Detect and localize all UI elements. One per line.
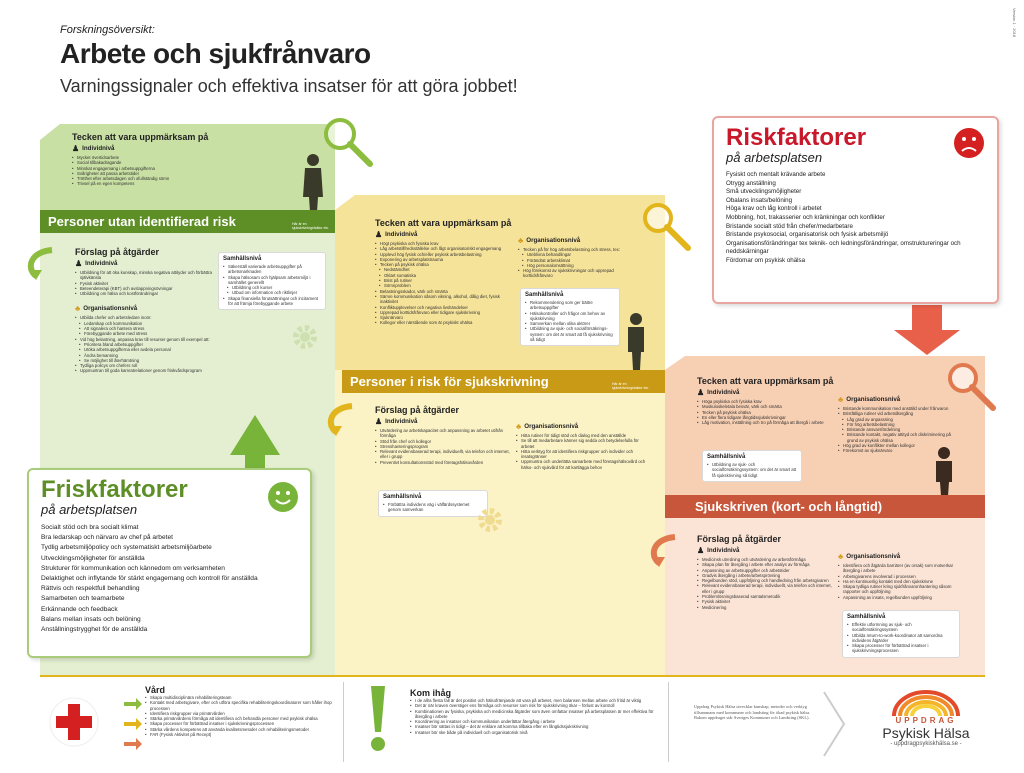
vard-title: Vård: [145, 685, 166, 695]
sec3-band-label: Sjukskriven (kort- och långtid): [695, 499, 883, 514]
magnifier-icon: [320, 114, 375, 169]
list-item: • Fysisk aktivitet: [75, 281, 215, 286]
sec1-soc-box: [218, 252, 326, 310]
list-item: Otrygg anställning: [726, 179, 776, 187]
list-item: • Att signalera och hantera stress: [79, 326, 215, 331]
sec2-actions-org-level: [516, 422, 646, 431]
list-item: Anställningstrygghet för de anställda: [41, 626, 148, 634]
person-silhouette-icon: [622, 312, 650, 372]
list-item: • Se till att medarbetare känner sig sedda och betydelsefulla för arbetet: [516, 438, 646, 449]
list-item: Höga krav och låg kontroll i arbetet: [726, 205, 822, 213]
list-item: • Konfliktupplevelser och negativa livshändelser: [375, 305, 515, 310]
sec1-actions: [75, 247, 215, 374]
sec3-ind-label: Individnivå: [707, 389, 740, 396]
magnifier-icon: [640, 200, 695, 255]
sec3-actions: [697, 534, 837, 610]
list-item: Små utvecklingsmöjligheter: [726, 188, 802, 196]
list-item: • Höga psykiska och fysiska krav: [697, 399, 837, 404]
list-item: • Hitta verktyg för att identifiera riskgrupper och individer och insatsgränser: [516, 449, 646, 460]
sec3-org-actions-list: [838, 563, 963, 600]
list-item: Rättvis och respektfull behandling: [41, 585, 140, 593]
list-item: • Förändrat arbetsklimat: [522, 258, 636, 263]
list-item: • Identifiera riskgrupper via primärvården: [145, 711, 337, 716]
risk-arrow: [894, 305, 960, 355]
sec2-soc2-list: [383, 502, 483, 513]
risk-subtitle: på arbetsplatsen: [726, 150, 823, 165]
group-icon: ♣: [75, 304, 81, 314]
komihag-title: Kom ihåg: [410, 688, 452, 698]
sec3-soc-actions-list: [847, 622, 955, 654]
person-icon: ♟: [375, 230, 383, 239]
sec3-soc-box: [702, 450, 802, 482]
list-item: • Tecken på psykisk ohälsa: [375, 262, 515, 267]
list-item: • Gradvis återgång i arbete/arbetsprövning: [697, 573, 837, 578]
list-item: • Bristfälliga rutiner vid arbetsåtergång: [838, 411, 956, 416]
list-item: • Anpassning av arbetsuppgifter och arbetstider: [697, 568, 837, 573]
list-item: • Hälsokontroller och frågor om behov av sjukskrivning: [525, 311, 615, 322]
list-item: Utvecklingsmöjligheter för anställda: [41, 554, 145, 562]
risk-list: [726, 171, 985, 266]
sec1-ind-actions-list: [75, 270, 215, 296]
sec2-soc-label: Samhällsnivå: [525, 292, 564, 298]
list-item: • Medicinering: [697, 605, 837, 610]
sec2-org-actions-list: [516, 433, 646, 470]
sec2-org-label: Organisationsnivå: [526, 237, 581, 244]
list-item: • Uppmuntra och underlätta samarbete med företagshälsovård och hälso- och sjukvård för att kartlägga behov: [516, 459, 646, 470]
list-item: • Stärka primärvårdens förmåga att identifiera och behandla personer med psykisk ohälsa: [145, 716, 337, 721]
person-icon: ♟: [72, 144, 80, 153]
list-item: • Förekomst av sjuknärvaro: [838, 448, 956, 453]
list-item: Erkännande och feedback: [41, 605, 118, 613]
brand-block: [862, 716, 990, 747]
rainbow-logo-icon: [890, 688, 962, 716]
list-item: • Säkerställ varierade arbetsuppgifter på arbetsmarknaden: [223, 264, 321, 275]
sec2-signs: [375, 218, 515, 326]
sec2-soc-list: [525, 300, 615, 342]
list-item: Samarbeten och teamarbete: [41, 595, 125, 603]
list-item: Fördomar om psykisk ohälsa: [726, 256, 806, 264]
group-icon: ♣: [838, 395, 844, 404]
sec2-band-note: Här är en sjukskrivningsfaktor etc.: [612, 382, 650, 390]
sec3-signs: [697, 376, 837, 425]
sec1-signs: [72, 132, 302, 187]
list-item: • Oklart somatiska: [379, 273, 515, 278]
side-note: Version 1 · 2018: [1012, 8, 1017, 38]
list-item: • Insatser bör sättas in tidigt – det är enklare att komma tillbaka efter en långtidssjukskrivning: [410, 724, 660, 729]
list-item: • Utvärdering av arbetskapacitet och anpassning av arbetet utifrån förmåga: [375, 428, 510, 439]
sec1-actions-title: Förslag på åtgärder: [75, 247, 160, 257]
sec3-actions-ind-level: [697, 546, 837, 555]
sec3-ind-signs-list: [697, 399, 837, 425]
sec3-actions-org-level: [838, 552, 963, 561]
sec1-org-label: Organisationsnivå: [83, 305, 138, 313]
list-item: • Utbildning om hälsa och kostförändringar: [75, 291, 215, 296]
sec1-soc-list: [223, 264, 321, 306]
list-item: • Fysisk aktivitet: [697, 599, 837, 604]
sec2-soc2-label: Samhällsnivå: [383, 494, 422, 500]
sec3-org-signs: [838, 393, 956, 454]
list-item: • Svårigheter att passa arbetstider: [72, 171, 302, 176]
frisk-title: Friskfaktorer: [41, 476, 188, 503]
list-item: • Låg motivation, inställning och tro på förmåga att återgå i arbete: [697, 420, 837, 425]
sec2-actions: [375, 405, 510, 465]
sec2-soc-box: [520, 288, 620, 346]
sec3-soc-actions-label: Samhällsnivå: [847, 614, 886, 620]
sec3-soc-actions-box: [842, 610, 960, 658]
list-item: • Ha en kontinuerlig kontakt med den sjukskrivne: [838, 579, 963, 584]
list-item: • Social tillbakadragande: [72, 160, 302, 165]
magnifier-icon: [945, 360, 1000, 415]
list-item: Socialt stöd och bra socialt klimat: [41, 524, 139, 531]
list-item: • Trötthet efter arbetsdagen och ofullständig sömn: [72, 176, 302, 181]
list-item: • Hög grad av konflikter mellan kollegor: [838, 443, 956, 448]
list-item: • Låg grad av anpassning: [842, 417, 956, 422]
credit-text: Uppdrag Psykisk Hälsa utvecklar kunskap, metoder och verktyg tillsammans med kommuner och landsting för ökad psykisk hälsa. Bakom uppdraget står Sveriges Kommuner och Landsting (SKL).: [694, 704, 811, 721]
list-item: • Stresshanteringsprogram: [375, 444, 510, 449]
footer-divider: [343, 682, 344, 762]
list-item: • Se möjlighet till återhämtning: [79, 358, 215, 363]
sec1-org-actions-list: [75, 315, 215, 373]
list-item: • Utbildning och kurser: [227, 285, 321, 290]
list-item: Balans mellan insats och belöning: [41, 615, 141, 623]
vard-list: [145, 695, 337, 737]
list-item: • Utbildning för att öka kunskap, minska negativa attityder och förbättra självkänsla: [75, 270, 215, 281]
person-icon: ♟: [697, 388, 705, 397]
curved-arrow-icon: [322, 402, 358, 436]
list-item: • Förebyggande arbete med stress: [79, 331, 215, 336]
list-item: Bra ledarskap och närvaro av chef på arbetet: [41, 534, 173, 542]
list-item: Tydlig arbetsmiljöpolicy och systematiskt arbetsmiljöarbete: [41, 544, 212, 552]
footer-divider: [668, 682, 669, 762]
sec1-soc-label: Samhällsnivå: [223, 256, 262, 262]
list-item: • Ledarskap och kommunikation: [79, 321, 215, 326]
person-silhouette-icon: [930, 446, 958, 498]
list-item: • FAR (Fysisk Aktivitet på Recept): [145, 732, 337, 737]
list-item: • Hitta rutiner för tidigt stöd och dialog med den anställde: [516, 433, 646, 438]
frisk-subtitle: på arbetsplatsen: [41, 502, 138, 517]
sec2-org-signs-list: [518, 247, 636, 279]
person-icon: ♟: [75, 259, 83, 268]
sec3-soc-label: Samhällsnivå: [707, 454, 746, 460]
sec2-actions-title: Förslag på åtgärder: [375, 405, 460, 415]
list-item: • Bristande ansvarsfördelning: [842, 427, 956, 432]
sec3-org-level: [838, 395, 956, 404]
list-item: • Utbud om information och riktlinjer: [227, 290, 321, 295]
sec3-actions-ind-label: Individnivå: [707, 547, 740, 554]
list-item: • Beteendeterapi (KBT) och avslappningsövningar: [75, 286, 215, 291]
page-title: Arbete och sjukfrånvaro: [60, 38, 371, 69]
list-item: • Insatser bör ske både på individuell och organisatorisk nivå: [410, 730, 660, 735]
group-icon: ♣: [838, 552, 844, 561]
list-item: • Minskat engagemang i arbetsuppgifterna: [72, 166, 302, 171]
list-item: • Arbetsgivarens involverad i processen: [838, 574, 963, 579]
footer-komihag: [410, 688, 660, 735]
sec2-ind-label: Individnivå: [385, 231, 418, 238]
list-item: • Hög personalomsättning: [522, 263, 636, 268]
list-item: • Bristande kommunikation med anställd under frånvaron: [838, 406, 956, 411]
person-icon: ♟: [375, 417, 383, 426]
chevron-right-icon: [820, 688, 848, 760]
sec2-ind-signs-list: [375, 241, 515, 326]
list-item: • För hög arbetsbelastning: [842, 422, 956, 427]
list-item: • I de allra flesta fall är det positivt och hälsofrämjande att vara på arbetet, men balansen mellan arbete och fritid är viktig: [410, 698, 660, 703]
brand-name: Psykisk Hälsa: [882, 725, 970, 741]
group-icon: ♣: [516, 422, 522, 431]
sec1-band-note: Här är en sjukskrivningsfaktor etc.: [292, 222, 330, 230]
list-item: • Utöka arbetsuppgifterna eller avdela personal: [79, 347, 215, 352]
list-item: • Vid hög belastning, anpassa krav till resurser genom till exempel att:: [75, 337, 215, 342]
list-item: • Relevant evidensbaserad terapi, individuellt, via telefon och internet, eller i grupp: [697, 583, 837, 594]
list-item: • Skapa plan för återgång i arbete efter analys av förmåga: [697, 562, 837, 567]
list-item: Organisationsförändringar tex teknik- och ledningsförändringar, omstruktureringar och neddskärningar: [726, 239, 961, 256]
komihag-list: [410, 698, 660, 735]
exclamation-icon: [366, 684, 390, 754]
list-item: • Kollegor eller närstående som är psykiskt ohälsa: [375, 320, 515, 325]
list-item: • Utbilda return-to-work-koordinator att samordna individens åtgärder: [847, 633, 955, 644]
sec2-ind-actions-list: [375, 428, 510, 465]
list-item: • Bristande kontakt, negativ attityd och diskriminering på grund av psykisk ohälsa: [842, 432, 956, 443]
list-item: • Mycket övertidsarbete: [72, 155, 302, 160]
sec2-actions-org-label: Organisationsnivå: [524, 423, 579, 430]
sec3-band: [665, 495, 985, 518]
sec2-org-signs: [518, 234, 636, 279]
sec2-soc2-box: [378, 490, 488, 517]
list-item: • Preventivt konsultationsstöd med företagshälsovården: [375, 460, 510, 465]
sec3-org-label: Organisationsnivå: [846, 396, 901, 403]
sec1-band-label: Personer utan identifierad risk: [48, 214, 236, 229]
footer-divider: [40, 675, 985, 677]
list-item: Mobbning, hot, trakasserier och kränkningar och konflikter: [726, 213, 885, 221]
list-item: • Belastningsskador, värk och smärta: [375, 289, 515, 294]
list-item: Bristande psykosocial, organisatorisk och fysisk arbetsmiljö: [726, 231, 889, 239]
smiley-icon: [266, 480, 300, 514]
sec2-actions-ind-label: Individnivå: [385, 418, 418, 425]
group-icon: ♣: [518, 236, 524, 245]
list-item: • Tydliga policys om chefers roll: [75, 363, 215, 368]
sec1-signs-list: [72, 155, 302, 187]
list-item: • Högt psykiska och fysiska krav: [375, 241, 515, 246]
list-item: • Effektiv utformning av sjuk- och socialförsäkringssystem: [847, 622, 955, 633]
list-item: • Trivsel på en egen kompetens: [72, 181, 302, 186]
list-item: • Upplevd hög fysisk och/eller psykisk arbetsbelastning: [375, 252, 515, 257]
list-item: • Utbilda chefer och arbetsledare inom:: [75, 315, 215, 320]
list-item: • Exponering av arbetsplatstrauma: [375, 257, 515, 262]
list-item: • Sömnproblem: [379, 283, 515, 288]
frisk-list: [41, 523, 298, 635]
sec3-ind-actions-list: [697, 557, 837, 610]
gear-icon: [290, 322, 320, 352]
brand-url[interactable]: - uppdragpsykiskhälsa.se -: [890, 741, 962, 747]
sec2-ind-level: [375, 230, 515, 239]
list-item: • Nedstämdhet: [379, 267, 515, 272]
person-icon: ♟: [697, 546, 705, 555]
sec3-actions-org-label: Organisationsnivå: [846, 553, 901, 560]
list-item: • Skapa finansiella förutsättningar och incitament för att främja förebyggande arbete: [223, 296, 321, 307]
footer-vard: [122, 685, 337, 737]
sec2-signs-title: Tecken att vara uppmärksam på: [375, 218, 512, 228]
sec1-actions-ind-level: [75, 259, 215, 268]
red-cross-icon: [48, 696, 100, 748]
sec2-org-level: [518, 236, 636, 245]
sec1-org-level: [75, 304, 215, 313]
list-item: • Uteblivna behandlingar: [522, 252, 636, 257]
list-item: • Tecken på för hög arbetsbelastning och stress, tex:: [518, 247, 636, 252]
list-item: • Rekommendering som ger bättre arbetsuppgifter: [525, 300, 615, 311]
list-item: • En eller flera tidigare långtidssjukskrivningar: [697, 415, 837, 420]
list-item: • Kontakt med arbetsgivare, efter och utföra specifika rehabiliteringskoordinatorer som håller ihop processen: [145, 700, 337, 711]
sec3-soc-list: [707, 462, 797, 478]
list-item: • Skapa hälsosam och hjälpsam arbetsmiljö i samhället generellt: [223, 275, 321, 286]
sad-face-icon: [952, 126, 986, 160]
list-item: • Prioritera bland arbetsuppgifter: [79, 342, 215, 347]
sec1-signs-title: Tecken att vara uppmärksam på: [72, 132, 209, 142]
list-item: • Anpassning av insats, regelbunden uppföljning: [838, 595, 963, 600]
list-item: • Låg arbetstillfredsställelse och lågt organisatoriskt engagemang: [375, 246, 515, 251]
list-item: • Tecken på psykisk ohälsa: [697, 410, 837, 415]
list-item: • Skapa processer för förbättrad insatser i sjukskrivningsprocessen: [847, 643, 955, 654]
list-item: • Kombinationen av fysiska, psykiska och medicinska åtgärder som även omfattar insatser på arbetsplatsen är mer effektiva för återgång i arbete: [410, 709, 660, 720]
sec1-actions-ind-label: Individnivå: [85, 260, 118, 267]
list-item: • Förbättra individens väg i välfärdssystemet genom samverkan: [383, 502, 483, 513]
list-item: Strukturer för kommunikation och kännedom om verksamheten: [41, 564, 225, 572]
list-item: • Problemlösningsbaserad samtalsmetodik: [697, 594, 837, 599]
sec3-actions-title: Förslag på åtgärder: [697, 534, 782, 544]
list-item: • Skapa tydliga rutiner kring sjukfrånvaronhantering såsom rapporter och uppföljning: [838, 584, 963, 595]
mini-arrows-icon: [122, 698, 142, 762]
list-item: Bristande socialt stöd från chefer/medarbetare: [726, 222, 853, 230]
risk-title: Riskfaktorer: [726, 124, 867, 151]
sec2-band-label: Personer i risk för sjukskrivning: [350, 374, 549, 389]
curved-arrow-icon: [645, 533, 681, 567]
list-item: • Koordinering av insatser och kommunikation underlättar återgång i arbete: [410, 719, 660, 724]
list-item: • Skapa processer för förbättrad insatser i sjukskrivningsprocessen: [145, 721, 337, 726]
page-subtitle: Varningssignaler och effektiva insatser för att göra jobbet!: [60, 76, 518, 96]
list-item: • Medicinsk utredning och utvärdering av arbetsförmåga: [697, 557, 837, 562]
curved-arrow-icon: [22, 246, 58, 280]
list-item: • Relevant evidensbaserad terapi, individuellt, via telefon och internet, eller i grupp: [375, 449, 510, 460]
list-item: • Det är när kraven överstiger ens förmåga och resurser som risk för sjukskrivning ökar – förlust av kontroll: [410, 703, 660, 708]
sec3-signs-title: Tecken att vara uppmärksam på: [697, 376, 834, 386]
sec1-band: [40, 210, 335, 233]
list-item: • Utbildning av sjuk- och socialförsäkrings-system: om det är smart att få sjukskrivning så tidigt: [525, 326, 615, 342]
list-item: • Identifiera och åtgärda barriärer (av orsak) som motverkar återgång i arbete: [838, 563, 963, 574]
list-item: • Sämre kommunikation såsom vikning, alkohol, dålig diet, fysisk inaktivitet: [375, 294, 515, 305]
list-item: • Samverkan mellan olika aktörer: [525, 321, 615, 326]
sec2-actions-ind-level: [375, 417, 510, 426]
brand-top: UPPDRAG: [895, 716, 957, 725]
sec3-ind-level: [697, 388, 837, 397]
list-item: • Sjuknärvaro: [375, 315, 515, 320]
list-item: • Ändra bemanning: [79, 353, 215, 358]
list-item: • Stöd från chef och kollegor: [375, 439, 510, 444]
list-item: • Uppmuntran till goda kamratrelationer genom friskvårdsprogram: [75, 368, 215, 373]
list-item: • Hög förekomst av sjukskrivningar och upprepad korttidsfrånvaro: [518, 268, 636, 279]
list-item: • Upprepad korttidsfrånvaro eller tidigare sjukskrivning: [375, 310, 515, 315]
list-item: • Stärka vårdens kompetens att använda kvalitetsmetoder och rehabiliteringsmetoder: [145, 727, 337, 732]
list-item: • Utbildning av sjuk- och socialförsäkringssystem: om det är smart att få sjukskrivning så tidigt: [707, 462, 797, 478]
list-item: Obalans insats/belöning: [726, 196, 793, 204]
sec1-ind-level: [72, 144, 302, 153]
list-item: Fysiskt och mentalt krävande arbete: [726, 171, 826, 178]
list-item: • Muskuloskeletala besvär, värk och smärta: [697, 404, 837, 409]
sec2-org-actions: [516, 420, 646, 470]
gear-icon: [475, 505, 505, 535]
list-item: • Brist på rutiner: [379, 278, 515, 283]
person-silhouette-icon: [298, 152, 328, 214]
list-item: • Regelbunden stöd, uppföljning och handledning från arbetsgivaren: [697, 578, 837, 583]
list-item: • Skapa multidisciplinära rehabiliteringsteam: [145, 695, 337, 700]
sec3-org-actions: [838, 550, 963, 600]
kicker-text: Forskningsöversikt:: [60, 24, 155, 36]
list-item: Delaktighet och inflytande för stärkt engagemang och kontroll för anställda: [41, 575, 258, 583]
sec1-ind-label: Individnivå: [82, 145, 115, 152]
